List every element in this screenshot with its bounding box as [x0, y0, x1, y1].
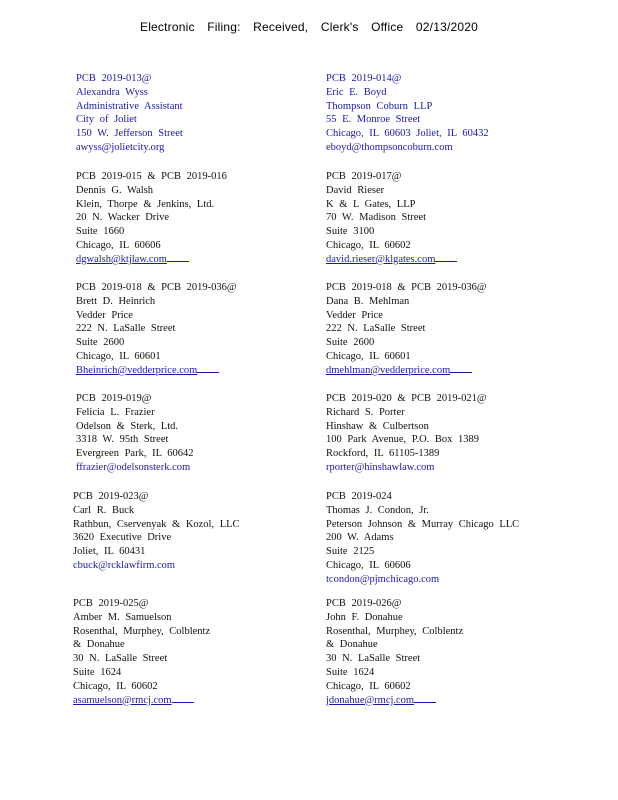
organization: Rathbun, Cservenyak & Kozol, LLC	[73, 518, 240, 530]
service-entry	[76, 392, 346, 475]
organization: K & L Gates, LLP	[326, 198, 416, 210]
organization: Thompson Coburn LLP	[326, 100, 433, 112]
address-line: 200 W. Adams	[326, 532, 394, 544]
email-link[interactable]: eboyd@thompsoncoburn.com	[326, 141, 453, 153]
organization: Hinshaw & Culbertson	[326, 420, 429, 432]
city-state-zip: Rockford, IL 61105-1389	[326, 448, 440, 460]
suite-line: Suite 1624	[73, 666, 122, 678]
city-state-zip: Chicago, IL 60601	[76, 350, 161, 362]
contact-name: Carl R. Buck	[73, 504, 135, 516]
contact-name: Amber M. Samuelson	[73, 611, 172, 623]
email-link[interactable]: Bheinrich@vedderprice.com	[76, 364, 346, 378]
email-link[interactable]: awyss@jolietcity.org	[76, 141, 165, 153]
service-entry	[326, 72, 596, 155]
case-number: PCB 2019-018 & PCB 2019-036@	[326, 282, 487, 293]
suite-line: Suite 2125	[326, 546, 375, 558]
email-link[interactable]: asamuelson@rmcj.com	[73, 694, 343, 708]
contact-name: Richard S. Porter	[326, 406, 405, 418]
case-number: PCB 2019-013@	[76, 73, 152, 84]
organization: Peterson Johnson & Murray Chicago LLC	[326, 518, 520, 530]
service-entry	[73, 490, 343, 573]
address-line: 100 Park Avenue, P.O. Box 1389	[326, 434, 480, 446]
service-entry	[326, 392, 596, 475]
suite-line: Suite 2600	[76, 337, 125, 349]
city-state-zip: Evergreen Park, IL 60642	[76, 448, 194, 460]
contact-name: Felicia L. Frazier	[76, 406, 155, 418]
case-number: PCB 2019-024	[326, 491, 392, 502]
email-link[interactable]: jdonahue@rmcj.com	[326, 694, 596, 708]
email-link[interactable]: dgwalsh@ktjlaw.com	[76, 253, 346, 267]
service-entry	[73, 597, 343, 707]
service-entry	[326, 490, 596, 587]
organization: Rosenthal, Murphey, Colblentz	[326, 625, 464, 637]
city-state-zip: Chicago, IL 60602	[326, 680, 411, 692]
contact-name: Eric E. Boyd	[326, 86, 387, 98]
email-link[interactable]: rporter@hinshawlaw.com	[326, 461, 435, 473]
email-link[interactable]: david.rieser@klgates.com	[326, 253, 596, 267]
city-state-zip: Chicago, IL 60602	[326, 239, 411, 251]
address-line: 70 W. Madison Street	[326, 212, 426, 224]
case-number: PCB 2019-017@	[326, 171, 402, 182]
case-number: PCB 2019-025@	[73, 598, 149, 609]
organization-cont: & Donahue	[73, 639, 125, 651]
suite-line: Suite 1624	[326, 666, 375, 678]
suite-line: Suite 1660	[76, 226, 125, 238]
service-entry	[326, 597, 596, 707]
service-entry	[326, 170, 596, 267]
case-number: PCB 2019-020 & PCB 2019-021@	[326, 393, 487, 404]
address-line: 222 N. LaSalle Street	[326, 323, 426, 335]
contact-name: David Rieser	[326, 184, 385, 196]
contact-name: Dana B. Mehlman	[326, 295, 410, 307]
organization-cont: & Donahue	[326, 639, 378, 651]
address-line: 30 N. LaSalle Street	[326, 653, 421, 665]
organization: Vedder Price	[76, 309, 133, 321]
organization: Odelson & Sterk, Ltd.	[76, 420, 179, 432]
address-line: 30 N. LaSalle Street	[73, 653, 168, 665]
case-number: PCB 2019-023@	[73, 491, 149, 502]
service-entry	[76, 170, 346, 267]
organization: Vedder Price	[326, 309, 383, 321]
case-number: PCB 2019-018 & PCB 2019-036@	[76, 282, 237, 293]
contact-name: Thomas J. Condon, Jr.	[326, 504, 429, 516]
contact-name: Brett D. Heinrich	[76, 295, 156, 307]
service-entry	[76, 281, 346, 378]
contact-name: Alexandra Wyss	[76, 86, 148, 98]
contact-name: Dennis G. Walsh	[76, 184, 153, 196]
case-number: PCB 2019-014@	[326, 73, 402, 84]
address-line: 150 W. Jefferson Street	[76, 128, 183, 140]
organization: Rosenthal, Murphey, Colblentz	[73, 625, 211, 637]
city-state-zip: Joliet, IL 60431	[73, 546, 146, 558]
filing-header: Electronic Filing: Received, Clerk's Office 02/13/2020	[139, 20, 478, 34]
address-line: 3318 W. 95th Street	[76, 434, 169, 446]
organization: City of Joliet	[76, 114, 137, 126]
email-link[interactable]: dmehlman@vedderprice.com	[326, 364, 596, 378]
email-link[interactable]: tcondon@pjmchicago.com	[326, 573, 440, 585]
address-line: 20 N. Wacker Drive	[76, 212, 170, 224]
case-number: PCB 2019-015 & PCB 2019-016	[76, 171, 227, 182]
email-link[interactable]: cbuck@rcklawfirm.com	[73, 559, 176, 571]
city-state-zip: Chicago, IL 60602	[73, 680, 158, 692]
address-line: 222 N. LaSalle Street	[76, 323, 176, 335]
organization: Klein, Thorpe & Jenkins, Ltd.	[76, 198, 215, 210]
contact-title: Administrative Assistant	[76, 100, 183, 112]
case-number: PCB 2019-026@	[326, 598, 402, 609]
service-entry	[76, 72, 346, 155]
suite-line: Suite 3100	[326, 226, 375, 238]
city-state-zip: Chicago, IL 60606	[76, 239, 161, 251]
service-entry	[326, 281, 596, 378]
address-line: 55 E. Monroe Street	[326, 114, 421, 126]
city-state-zip: Chicago, IL 60606	[326, 559, 411, 571]
case-number: PCB 2019-019@	[76, 393, 152, 404]
contact-name: John F. Donahue	[326, 611, 403, 623]
city-state-zip: Chicago, IL 60601	[326, 350, 411, 362]
suite-line: Suite 2600	[326, 337, 375, 349]
email-link[interactable]: ffrazier@odelsonsterk.com	[76, 461, 191, 473]
address-line: 3620 Executive Drive	[73, 532, 172, 544]
city-state-zip: Chicago, IL 60603 Joliet, IL 60432	[326, 128, 489, 140]
